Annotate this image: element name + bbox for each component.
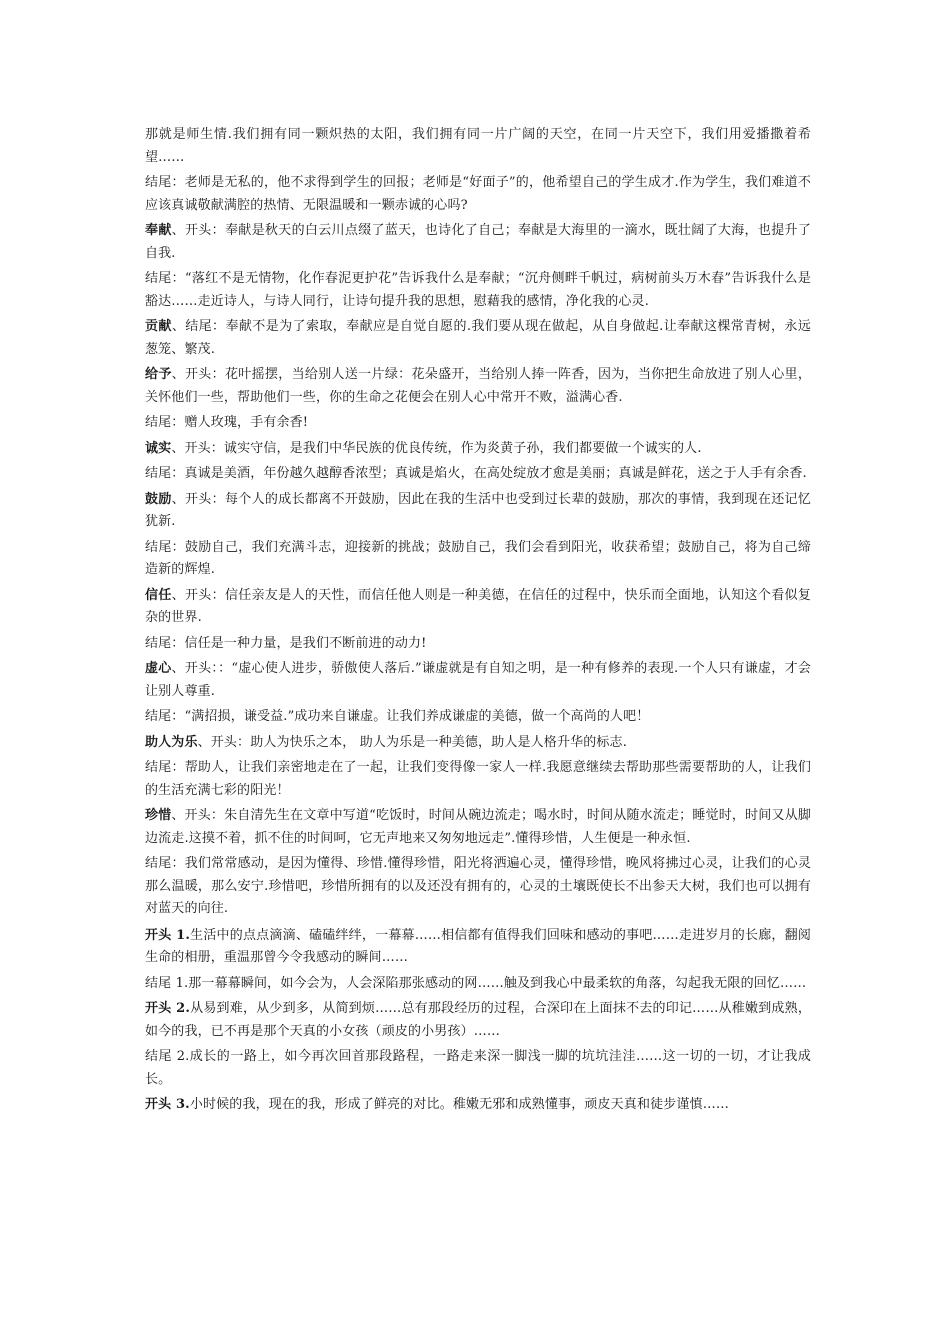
section-heading: 贡献 bbox=[145, 319, 172, 334]
section-heading: 诚实 bbox=[145, 440, 172, 456]
section-heading: 奉献 bbox=[145, 223, 172, 238]
paragraph: 开头 3.小时候的我，现在的我，形成了鲜亮的对比。稚嫩无邪和成熟懂事，顽皮天真和徒步谨慎…… bbox=[145, 1097, 730, 1112]
paragraph: 开头 2.从易到难，从少到多，从简到烦……总有那段经历的过程，合深印在上面抹不去的印记……从稚嫩到成熟，如今的我，已不再是那个天真的小女孩（顽皮的小男孩）…… bbox=[145, 1001, 811, 1039]
paragraph: 结尾：“落红不是无情物，化作春泥更护花”告诉我什么是奉献；“沉舟侧畔千帆过，病树前头万木春”告诉我什么是豁达……走近诗人，与诗人同行，让诗句提升我的思想，慰藉我的感情，净化我的心灵. bbox=[145, 271, 811, 309]
paragraph: 结尾：帮助人，让我们亲密地走在了一起，让我们变得像一家人一样.我愿意继续去帮助那些需要帮助的人，让我们的生活充满七彩的阳光！ bbox=[145, 760, 811, 798]
paragraph: 那就是师生情.我们拥有同一颗炽热的太阳，我们拥有同一片广阔的天空，在同一片天空下，我们用爱播撒着希望…… bbox=[145, 127, 811, 165]
paragraph: 信任、开头：信任亲友是人的天性，而信任他人则是一种美德，在信任的过程中，快乐而全面地，认知这个看似复杂的世界. bbox=[145, 587, 811, 625]
section-heading: 珍惜 bbox=[145, 808, 172, 823]
paragraph: 结尾：老师是无私的，他不求得到学生的回报；老师是“好面子”的，他希望自己的学生成才.作为学生，我们难道不应该真诚敬献满腔的热情、无限温暖和一颗赤诚的心吗? bbox=[145, 175, 811, 213]
paragraph: 珍惜、开头：朱自清先生在文章中写道“吃饭时，时间从碗边流走；喝水时，时间从随水流走；睡觉时，时间又从脚边流走.这摸不着，抓不住的时间呵，它无声地来又匆匆地远走”.懂得珍惜，人生便是一种永恒. bbox=[145, 808, 811, 846]
section-heading: 给予 bbox=[145, 367, 172, 382]
paragraph: 鼓励、开头：每个人的成长都离不开鼓励，因此在我的生活中也受到过长辈的鼓励，那次的事情，我到现在还记忆犹新. bbox=[145, 491, 811, 529]
paragraph: 结尾 1.那一幕幕瞬间，如今会为，人会深陷那张感动的网……触及到我心中最柔软的角落，勾起我无限的回忆…… bbox=[145, 975, 807, 991]
paragraph: 结尾：鼓励自己，我们充满斗志，迎接新的挑战；鼓励自己，我们会看到阳光，收获希望；鼓励自己，将为自己缔造新的辉煌. bbox=[145, 539, 811, 577]
section-heading: 助人为乐 bbox=[145, 734, 198, 750]
document-body bbox=[145, 124, 811, 1120]
paragraph: 给予、开头：花叶摇摆，当给别人送一片绿：花朵盛开，当给别人捧一阵香，因为，当你把生命放进了别人心里，关怀他们一些，帮助他们一些，你的生命之花便会在别人心中常开不败，溢满心香. bbox=[145, 367, 811, 405]
paragraph: 诚实、开头：诚实守信，是我们中华民族的优良传统，作为炎黄子孙，我们都要做一个诚实的人. bbox=[145, 440, 702, 456]
paragraph: 结尾：真诚是美酒，年份越久越醇香浓型；真诚是焰火，在高处绽放才愈是美丽；真诚是鲜花，送之于人手有余香. bbox=[145, 466, 807, 481]
paragraph: 结尾：我们常常感动，是因为懂得、珍惜.懂得珍惜，阳光将洒遍心灵，懂得珍惜，晚风将拂过心灵，让我们的心灵那么温暖，那么安宁.珍惜吧，珍惜所拥有的以及还没有拥有的，心灵的土壤既使长不出参天大树，我们也可以拥有对蓝天的向往. bbox=[145, 856, 811, 916]
paragraph: 结尾：赠人玫瑰，手有余香! bbox=[145, 415, 309, 430]
paragraph: 助人为乐、开头：助人为快乐之本， 助人为乐是一种美德，助人是人格升华的标志. bbox=[145, 734, 627, 750]
section-heading: 虚心 bbox=[145, 661, 172, 676]
paragraph: 开头 1.生活中的点点滴滴、磕磕绊绊，一幕幕……相信都有值得我们回味和感动的事吧……走进岁月的长廊，翻阅生命的相册，重温那曾今令我感动的瞬间…… bbox=[145, 927, 811, 965]
paragraph: 贡献、结尾：奉献不是为了索取，奉献应是自觉自愿的.我们要从现在做起，从自身做起.让奉献这棵常青树，永远葱笼、繁茂. bbox=[145, 319, 811, 357]
section-heading: 信任 bbox=[145, 587, 172, 603]
section-heading: 开头 2. bbox=[145, 1001, 191, 1016]
paragraph: 结尾：信任是一种力量，是我们不断前进的动力! bbox=[145, 635, 427, 651]
section-heading: 开头 3. bbox=[145, 1097, 190, 1112]
paragraph: 奉献、开头：奉献是秋天的白云川点缀了蓝天，也诗化了自己；奉献是大海里的一滴水，既壮阔了大海，也提升了自我. bbox=[145, 223, 811, 261]
section-heading: 鼓励 bbox=[145, 491, 172, 507]
section-heading: 开头 1. bbox=[145, 927, 191, 943]
paragraph: 结尾：“满招损，谦受益.”成功来自谦虚。让我们养成谦虚的美德，做一个高尚的人吧！ bbox=[145, 709, 650, 724]
paragraph: 虚心、开头：：“虚心使人进步，骄傲使人落后.”谦虚就是有自知之明，是一种有修养的表现.一个人只有谦虚，才会让别人尊重. bbox=[145, 661, 811, 699]
paragraph: 结尾 2.成长的一路上，如今再次回首那段路程，一路走来深一脚浅一脚的坑坑洼洼……这一切的一切，才让我成长。 bbox=[145, 1049, 811, 1087]
